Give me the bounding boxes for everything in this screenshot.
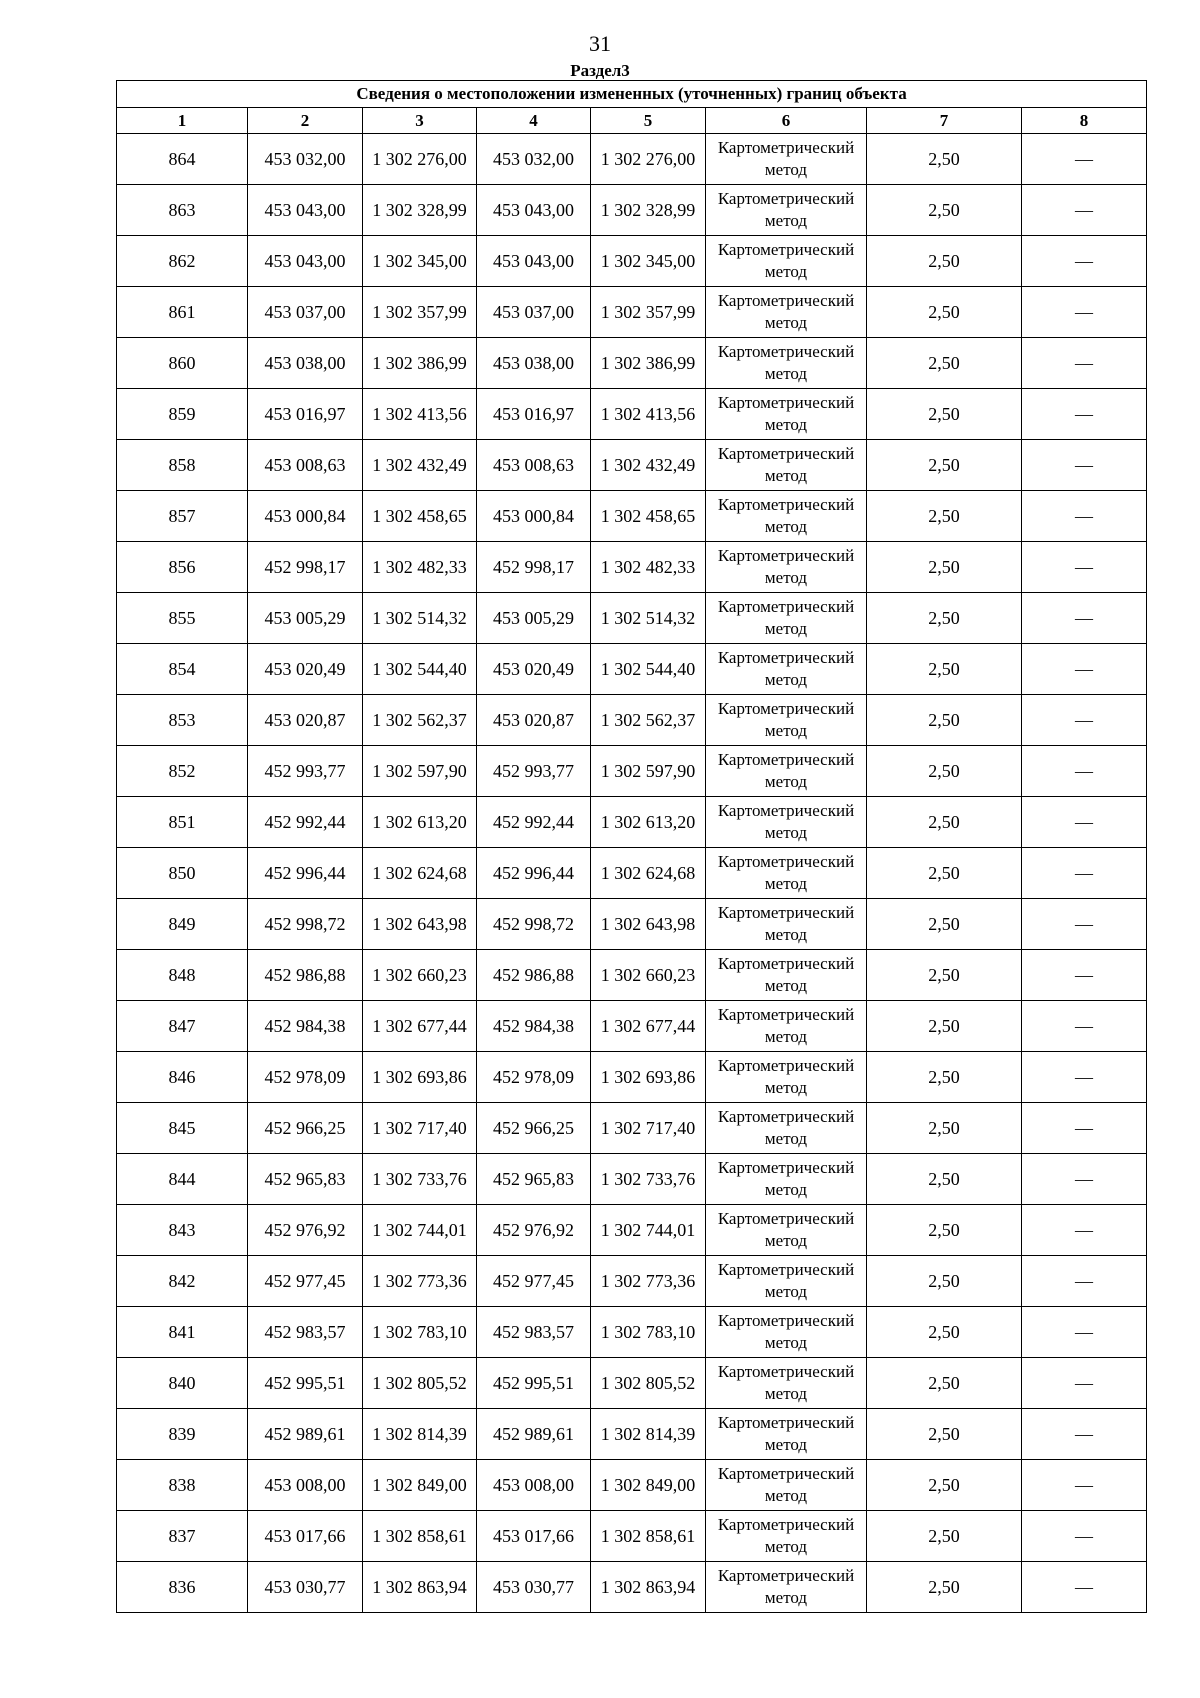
x-old-cell: 453 020,87 <box>248 695 363 746</box>
accuracy-cell: 2,50 <box>867 1409 1022 1460</box>
x-new-cell: 452 984,38 <box>477 1001 591 1052</box>
accuracy-cell: 2,50 <box>867 950 1022 1001</box>
accuracy-cell: 2,50 <box>867 542 1022 593</box>
x-new-cell: 452 966,25 <box>477 1103 591 1154</box>
accuracy-cell: 2,50 <box>867 1562 1022 1613</box>
point-number-cell: 850 <box>117 848 248 899</box>
method-cell: Картометрический метод <box>706 1460 867 1511</box>
accuracy-cell: 2,50 <box>867 746 1022 797</box>
x-old-cell: 452 983,57 <box>248 1307 363 1358</box>
description-cell: — <box>1022 1052 1147 1103</box>
x-old-cell: 452 998,17 <box>248 542 363 593</box>
y-new-cell: 1 302 544,40 <box>591 644 706 695</box>
description-cell: — <box>1022 695 1147 746</box>
table-row <box>117 491 1147 542</box>
x-old-cell: 452 966,25 <box>248 1103 363 1154</box>
x-old-cell: 453 020,49 <box>248 644 363 695</box>
description-cell: — <box>1022 1001 1147 1052</box>
table-row <box>117 1154 1147 1205</box>
point-number-cell: 849 <box>117 899 248 950</box>
column-number: 7 <box>867 108 1022 134</box>
table-row <box>117 236 1147 287</box>
point-number-cell: 843 <box>117 1205 248 1256</box>
table-row <box>117 1256 1147 1307</box>
x-old-cell: 452 978,09 <box>248 1052 363 1103</box>
table-row <box>117 797 1147 848</box>
column-number: 5 <box>591 108 706 134</box>
description-cell: — <box>1022 134 1147 185</box>
y-old-cell: 1 302 744,01 <box>363 1205 477 1256</box>
x-new-cell: 453 008,63 <box>477 440 591 491</box>
method-cell: Картометрический метод <box>706 236 867 287</box>
y-new-cell: 1 302 814,39 <box>591 1409 706 1460</box>
x-old-cell: 452 986,88 <box>248 950 363 1001</box>
method-cell: Картометрический метод <box>706 185 867 236</box>
table-row <box>117 593 1147 644</box>
x-old-cell: 453 016,97 <box>248 389 363 440</box>
x-new-cell: 453 032,00 <box>477 134 591 185</box>
x-new-cell: 452 995,51 <box>477 1358 591 1409</box>
point-number-cell: 846 <box>117 1052 248 1103</box>
y-new-cell: 1 302 773,36 <box>591 1256 706 1307</box>
point-number-cell: 836 <box>117 1562 248 1613</box>
table-row <box>117 287 1147 338</box>
accuracy-cell: 2,50 <box>867 287 1022 338</box>
point-number-cell: 852 <box>117 746 248 797</box>
x-old-cell: 452 984,38 <box>248 1001 363 1052</box>
method-cell: Картометрический метод <box>706 1154 867 1205</box>
point-number-cell: 863 <box>117 185 248 236</box>
y-old-cell: 1 302 643,98 <box>363 899 477 950</box>
method-cell: Картометрический метод <box>706 1409 867 1460</box>
description-cell: — <box>1022 338 1147 389</box>
table-row <box>117 746 1147 797</box>
accuracy-cell: 2,50 <box>867 134 1022 185</box>
x-new-cell: 453 043,00 <box>477 185 591 236</box>
method-cell: Картометрический метод <box>706 950 867 1001</box>
y-old-cell: 1 302 814,39 <box>363 1409 477 1460</box>
x-old-cell: 452 998,72 <box>248 899 363 950</box>
point-number-cell: 837 <box>117 1511 248 1562</box>
method-cell: Картометрический метод <box>706 1001 867 1052</box>
accuracy-cell: 2,50 <box>867 644 1022 695</box>
y-old-cell: 1 302 805,52 <box>363 1358 477 1409</box>
y-new-cell: 1 302 733,76 <box>591 1154 706 1205</box>
y-new-cell: 1 302 858,61 <box>591 1511 706 1562</box>
y-new-cell: 1 302 357,99 <box>591 287 706 338</box>
x-new-cell: 452 965,83 <box>477 1154 591 1205</box>
y-old-cell: 1 302 858,61 <box>363 1511 477 1562</box>
y-new-cell: 1 302 660,23 <box>591 950 706 1001</box>
point-number-cell: 860 <box>117 338 248 389</box>
method-cell: Картометрический метод <box>706 695 867 746</box>
accuracy-cell: 2,50 <box>867 185 1022 236</box>
y-new-cell: 1 302 328,99 <box>591 185 706 236</box>
x-new-cell: 452 983,57 <box>477 1307 591 1358</box>
table-caption: Сведения о местоположении измененных (уточненных) границ объекта <box>117 81 1147 108</box>
x-new-cell: 453 016,97 <box>477 389 591 440</box>
accuracy-cell: 2,50 <box>867 1307 1022 1358</box>
point-number-cell: 842 <box>117 1256 248 1307</box>
method-cell: Картометрический метод <box>706 644 867 695</box>
y-old-cell: 1 302 624,68 <box>363 848 477 899</box>
description-cell: — <box>1022 1358 1147 1409</box>
table-row <box>117 1511 1147 1562</box>
accuracy-cell: 2,50 <box>867 440 1022 491</box>
y-old-cell: 1 302 613,20 <box>363 797 477 848</box>
description-cell: — <box>1022 1460 1147 1511</box>
method-cell: Картометрический метод <box>706 1511 867 1562</box>
table-row <box>117 1205 1147 1256</box>
y-old-cell: 1 302 733,76 <box>363 1154 477 1205</box>
point-number-cell: 840 <box>117 1358 248 1409</box>
table-row <box>117 542 1147 593</box>
description-cell: — <box>1022 1562 1147 1613</box>
y-new-cell: 1 302 849,00 <box>591 1460 706 1511</box>
x-new-cell: 452 976,92 <box>477 1205 591 1256</box>
table-caption-row <box>117 81 1147 108</box>
point-number-cell: 844 <box>117 1154 248 1205</box>
table-body <box>117 134 1147 1613</box>
x-old-cell: 453 043,00 <box>248 185 363 236</box>
method-cell: Картометрический метод <box>706 1205 867 1256</box>
x-new-cell: 452 977,45 <box>477 1256 591 1307</box>
y-old-cell: 1 302 544,40 <box>363 644 477 695</box>
accuracy-cell: 2,50 <box>867 593 1022 644</box>
point-number-cell: 839 <box>117 1409 248 1460</box>
description-cell: — <box>1022 440 1147 491</box>
description-cell: — <box>1022 1307 1147 1358</box>
x-new-cell: 453 020,87 <box>477 695 591 746</box>
x-old-cell: 453 017,66 <box>248 1511 363 1562</box>
accuracy-cell: 2,50 <box>867 848 1022 899</box>
x-old-cell: 453 043,00 <box>248 236 363 287</box>
y-old-cell: 1 302 660,23 <box>363 950 477 1001</box>
point-number-cell: 864 <box>117 134 248 185</box>
accuracy-cell: 2,50 <box>867 695 1022 746</box>
y-old-cell: 1 302 514,32 <box>363 593 477 644</box>
table-row <box>117 695 1147 746</box>
y-new-cell: 1 302 345,00 <box>591 236 706 287</box>
y-new-cell: 1 302 863,94 <box>591 1562 706 1613</box>
x-new-cell: 453 000,84 <box>477 491 591 542</box>
table-row <box>117 1358 1147 1409</box>
x-old-cell: 453 037,00 <box>248 287 363 338</box>
method-cell: Картометрический метод <box>706 134 867 185</box>
description-cell: — <box>1022 1409 1147 1460</box>
y-old-cell: 1 302 432,49 <box>363 440 477 491</box>
x-old-cell: 453 008,63 <box>248 440 363 491</box>
point-number-cell: 854 <box>117 644 248 695</box>
method-cell: Картометрический метод <box>706 1052 867 1103</box>
y-old-cell: 1 302 413,56 <box>363 389 477 440</box>
x-new-cell: 452 998,72 <box>477 899 591 950</box>
method-cell: Картометрический метод <box>706 1307 867 1358</box>
column-number: 3 <box>363 108 477 134</box>
x-old-cell: 453 032,00 <box>248 134 363 185</box>
x-old-cell: 452 992,44 <box>248 797 363 848</box>
x-old-cell: 452 977,45 <box>248 1256 363 1307</box>
y-old-cell: 1 302 717,40 <box>363 1103 477 1154</box>
x-old-cell: 453 030,77 <box>248 1562 363 1613</box>
point-number-cell: 847 <box>117 1001 248 1052</box>
y-old-cell: 1 302 357,99 <box>363 287 477 338</box>
column-number: 6 <box>706 108 867 134</box>
point-number-cell: 859 <box>117 389 248 440</box>
point-number-cell: 838 <box>117 1460 248 1511</box>
description-cell: — <box>1022 1103 1147 1154</box>
page-number: 31 <box>589 31 611 56</box>
column-number: 1 <box>117 108 248 134</box>
description-cell: — <box>1022 1205 1147 1256</box>
point-number-cell: 856 <box>117 542 248 593</box>
table-row <box>117 1460 1147 1511</box>
table-row <box>117 185 1147 236</box>
x-new-cell: 453 043,00 <box>477 236 591 287</box>
y-new-cell: 1 302 693,86 <box>591 1052 706 1103</box>
section-title: Раздел3 <box>570 61 630 80</box>
y-new-cell: 1 302 677,44 <box>591 1001 706 1052</box>
y-old-cell: 1 302 345,00 <box>363 236 477 287</box>
y-new-cell: 1 302 597,90 <box>591 746 706 797</box>
description-cell: — <box>1022 593 1147 644</box>
x-new-cell: 453 008,00 <box>477 1460 591 1511</box>
x-old-cell: 452 989,61 <box>248 1409 363 1460</box>
x-new-cell: 452 978,09 <box>477 1052 591 1103</box>
table-row <box>117 1409 1147 1460</box>
description-cell: — <box>1022 236 1147 287</box>
accuracy-cell: 2,50 <box>867 1358 1022 1409</box>
point-number-cell: 862 <box>117 236 248 287</box>
y-old-cell: 1 302 693,86 <box>363 1052 477 1103</box>
y-new-cell: 1 302 562,37 <box>591 695 706 746</box>
x-new-cell: 452 989,61 <box>477 1409 591 1460</box>
x-old-cell: 453 000,84 <box>248 491 363 542</box>
description-cell: — <box>1022 389 1147 440</box>
description-cell: — <box>1022 185 1147 236</box>
accuracy-cell: 2,50 <box>867 899 1022 950</box>
method-cell: Картометрический метод <box>706 338 867 389</box>
table-row <box>117 338 1147 389</box>
table-row <box>117 1307 1147 1358</box>
y-new-cell: 1 302 624,68 <box>591 848 706 899</box>
x-new-cell: 452 992,44 <box>477 797 591 848</box>
y-new-cell: 1 302 783,10 <box>591 1307 706 1358</box>
x-old-cell: 452 995,51 <box>248 1358 363 1409</box>
point-number-cell: 841 <box>117 1307 248 1358</box>
x-new-cell: 453 038,00 <box>477 338 591 389</box>
x-new-cell: 452 996,44 <box>477 848 591 899</box>
accuracy-cell: 2,50 <box>867 1256 1022 1307</box>
x-old-cell: 453 008,00 <box>248 1460 363 1511</box>
x-new-cell: 453 005,29 <box>477 593 591 644</box>
y-new-cell: 1 302 613,20 <box>591 797 706 848</box>
x-new-cell: 452 998,17 <box>477 542 591 593</box>
y-old-cell: 1 302 458,65 <box>363 491 477 542</box>
x-new-cell: 453 017,66 <box>477 1511 591 1562</box>
description-cell: — <box>1022 491 1147 542</box>
boundary-coordinates-table <box>116 80 1147 1613</box>
y-new-cell: 1 302 482,33 <box>591 542 706 593</box>
y-old-cell: 1 302 562,37 <box>363 695 477 746</box>
point-number-cell: 857 <box>117 491 248 542</box>
y-old-cell: 1 302 677,44 <box>363 1001 477 1052</box>
column-number: 4 <box>477 108 591 134</box>
accuracy-cell: 2,50 <box>867 236 1022 287</box>
method-cell: Картометрический метод <box>706 1358 867 1409</box>
column-number: 8 <box>1022 108 1147 134</box>
method-cell: Картометрический метод <box>706 542 867 593</box>
accuracy-cell: 2,50 <box>867 338 1022 389</box>
x-old-cell: 453 005,29 <box>248 593 363 644</box>
table-row <box>117 1562 1147 1613</box>
table-row <box>117 950 1147 1001</box>
point-number-cell: 861 <box>117 287 248 338</box>
method-cell: Картометрический метод <box>706 1103 867 1154</box>
method-cell: Картометрический метод <box>706 746 867 797</box>
y-old-cell: 1 302 386,99 <box>363 338 477 389</box>
table-row <box>117 848 1147 899</box>
y-old-cell: 1 302 482,33 <box>363 542 477 593</box>
y-old-cell: 1 302 863,94 <box>363 1562 477 1613</box>
y-new-cell: 1 302 432,49 <box>591 440 706 491</box>
y-new-cell: 1 302 413,56 <box>591 389 706 440</box>
description-cell: — <box>1022 950 1147 1001</box>
method-cell: Картометрический метод <box>706 899 867 950</box>
point-number-cell: 858 <box>117 440 248 491</box>
point-number-cell: 848 <box>117 950 248 1001</box>
point-number-cell: 853 <box>117 695 248 746</box>
description-cell: — <box>1022 848 1147 899</box>
method-cell: Картометрический метод <box>706 440 867 491</box>
y-new-cell: 1 302 458,65 <box>591 491 706 542</box>
y-new-cell: 1 302 643,98 <box>591 899 706 950</box>
method-cell: Картометрический метод <box>706 797 867 848</box>
table-row <box>117 899 1147 950</box>
accuracy-cell: 2,50 <box>867 491 1022 542</box>
x-new-cell: 453 030,77 <box>477 1562 591 1613</box>
y-old-cell: 1 302 597,90 <box>363 746 477 797</box>
method-cell: Картометрический метод <box>706 287 867 338</box>
accuracy-cell: 2,50 <box>867 1205 1022 1256</box>
y-new-cell: 1 302 805,52 <box>591 1358 706 1409</box>
table-row <box>117 389 1147 440</box>
table-row <box>117 1052 1147 1103</box>
y-old-cell: 1 302 276,00 <box>363 134 477 185</box>
table-row <box>117 1103 1147 1154</box>
accuracy-cell: 2,50 <box>867 1052 1022 1103</box>
y-new-cell: 1 302 717,40 <box>591 1103 706 1154</box>
point-number-cell: 851 <box>117 797 248 848</box>
table-row <box>117 644 1147 695</box>
x-old-cell: 453 038,00 <box>248 338 363 389</box>
y-new-cell: 1 302 386,99 <box>591 338 706 389</box>
method-cell: Картометрический метод <box>706 1256 867 1307</box>
y-old-cell: 1 302 773,36 <box>363 1256 477 1307</box>
column-number-row <box>117 108 1147 134</box>
description-cell: — <box>1022 1511 1147 1562</box>
method-cell: Картометрический метод <box>706 491 867 542</box>
description-cell: — <box>1022 746 1147 797</box>
description-cell: — <box>1022 1154 1147 1205</box>
x-old-cell: 452 993,77 <box>248 746 363 797</box>
accuracy-cell: 2,50 <box>867 389 1022 440</box>
point-number-cell: 855 <box>117 593 248 644</box>
accuracy-cell: 2,50 <box>867 1154 1022 1205</box>
table-row <box>117 1001 1147 1052</box>
x-old-cell: 452 996,44 <box>248 848 363 899</box>
accuracy-cell: 2,50 <box>867 797 1022 848</box>
x-new-cell: 453 020,49 <box>477 644 591 695</box>
x-new-cell: 452 986,88 <box>477 950 591 1001</box>
accuracy-cell: 2,50 <box>867 1460 1022 1511</box>
method-cell: Картометрический метод <box>706 389 867 440</box>
accuracy-cell: 2,50 <box>867 1001 1022 1052</box>
x-old-cell: 452 965,83 <box>248 1154 363 1205</box>
y-old-cell: 1 302 783,10 <box>363 1307 477 1358</box>
method-cell: Картометрический метод <box>706 848 867 899</box>
y-new-cell: 1 302 744,01 <box>591 1205 706 1256</box>
description-cell: — <box>1022 1256 1147 1307</box>
description-cell: — <box>1022 287 1147 338</box>
description-cell: — <box>1022 542 1147 593</box>
method-cell: Картометрический метод <box>706 1562 867 1613</box>
method-cell: Картометрический метод <box>706 593 867 644</box>
point-number-cell: 845 <box>117 1103 248 1154</box>
x-old-cell: 452 976,92 <box>248 1205 363 1256</box>
description-cell: — <box>1022 797 1147 848</box>
accuracy-cell: 2,50 <box>867 1511 1022 1562</box>
description-cell: — <box>1022 899 1147 950</box>
x-new-cell: 452 993,77 <box>477 746 591 797</box>
accuracy-cell: 2,50 <box>867 1103 1022 1154</box>
y-old-cell: 1 302 849,00 <box>363 1460 477 1511</box>
y-old-cell: 1 302 328,99 <box>363 185 477 236</box>
y-new-cell: 1 302 276,00 <box>591 134 706 185</box>
table-row <box>117 134 1147 185</box>
y-new-cell: 1 302 514,32 <box>591 593 706 644</box>
table-row <box>117 440 1147 491</box>
column-number: 2 <box>248 108 363 134</box>
x-new-cell: 453 037,00 <box>477 287 591 338</box>
description-cell: — <box>1022 644 1147 695</box>
